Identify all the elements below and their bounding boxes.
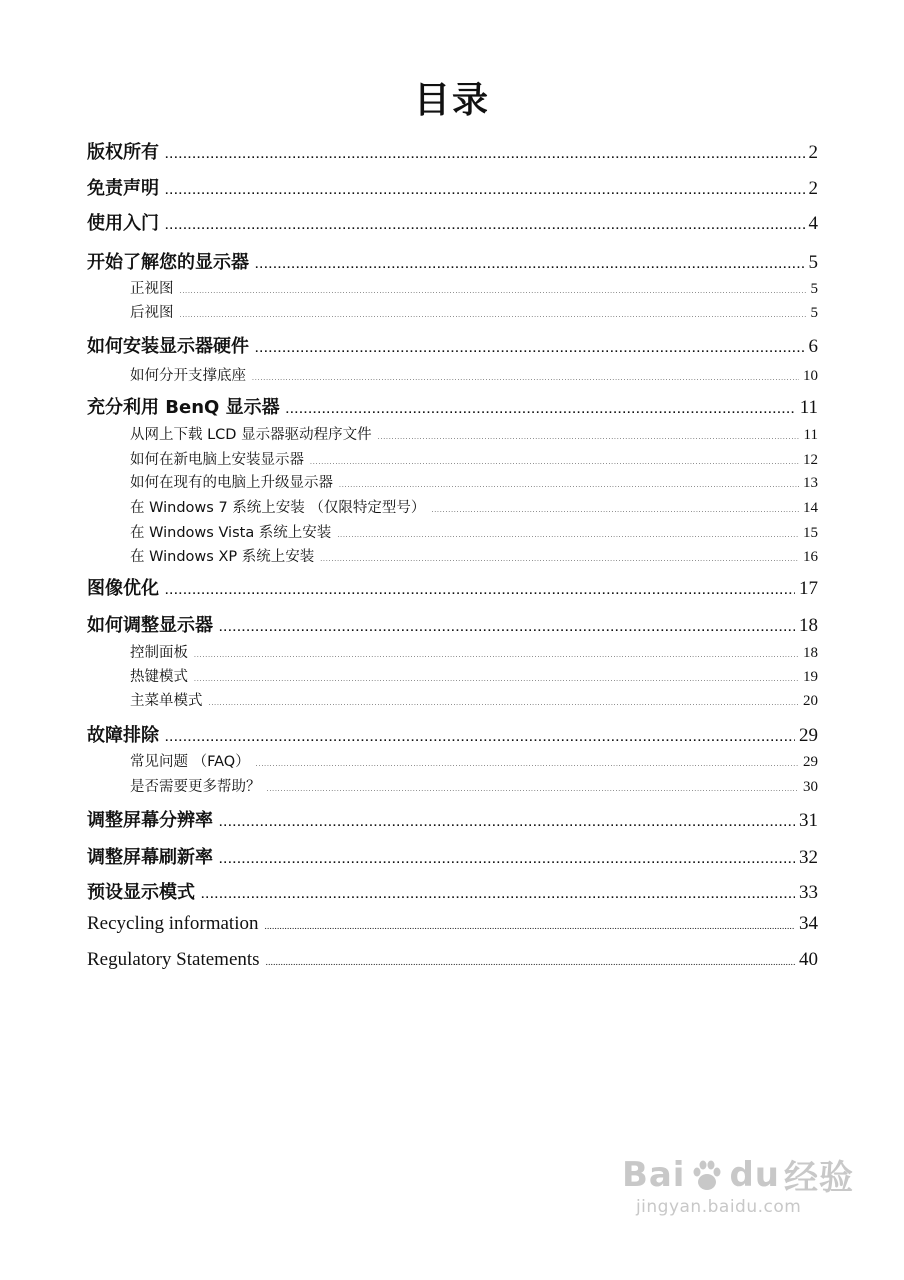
- toc-leader-dots: [266, 957, 795, 967]
- toc-label: 版权所有: [87, 142, 159, 163]
- toc-page-number: 18: [799, 615, 818, 636]
- toc-entry[interactable]: [87, 806, 818, 832]
- watermark-url: jingyan.baidu.com: [635, 1197, 802, 1217]
- toc-leader-dots: [378, 434, 800, 441]
- toc-entry[interactable]: [87, 913, 818, 935]
- watermark-brand-left: Bai: [621, 1154, 686, 1195]
- toc-page-number: 20: [803, 693, 818, 709]
- toc-label: 故障排除: [87, 725, 159, 746]
- toc-leader-dots: [180, 312, 807, 319]
- toc-leader-dots: [201, 891, 795, 901]
- toc-page-number: 18: [803, 645, 818, 661]
- toc-page-number: 30: [803, 779, 818, 795]
- toc-subentry[interactable]: [130, 545, 818, 566]
- toc-entry[interactable]: [87, 393, 818, 419]
- toc-label: 调整屏幕刷新率: [87, 847, 213, 868]
- toc-page-number: 4: [808, 213, 818, 234]
- toc-page-number: 13: [803, 475, 818, 491]
- toc-leader-dots: [431, 507, 799, 514]
- toc-leader-dots: [255, 345, 805, 355]
- toc-subentry[interactable]: [130, 364, 818, 385]
- toc-label: 主菜单模式: [130, 693, 203, 709]
- watermark-brand-cn: 经验: [784, 1158, 854, 1198]
- toc-page-number: 14: [803, 500, 818, 516]
- toc-entry[interactable]: [87, 138, 818, 164]
- toc-page-number: 12: [803, 452, 818, 468]
- toc-label: 是否需要更多帮助？: [130, 779, 261, 795]
- toc-label: 充分利用 BenQ 显示器: [87, 397, 280, 418]
- toc-page-number: 5: [810, 305, 818, 321]
- toc-page-number: 2: [808, 178, 818, 199]
- toc-entry[interactable]: [87, 721, 818, 747]
- toc-entry[interactable]: [87, 949, 818, 971]
- toc-page-number: 29: [803, 754, 818, 770]
- toc-label: 在 Windows XP 系统上安装: [130, 549, 315, 565]
- toc-subentry[interactable]: [130, 689, 818, 710]
- toc-leader-dots: [320, 556, 799, 563]
- toc-leader-dots: [180, 288, 807, 295]
- toc-page-number: 33: [799, 882, 818, 903]
- toc-leader-dots: [219, 856, 795, 866]
- toc-subentry[interactable]: [130, 665, 818, 686]
- baidu-jingyan-watermark: [622, 1150, 854, 1217]
- toc-label: 正视图: [130, 281, 174, 297]
- toc-entry[interactable]: [87, 174, 818, 200]
- toc-page-number: 11: [803, 427, 818, 443]
- toc-leader-dots: [264, 921, 795, 931]
- toc-page-number: 10: [803, 368, 818, 384]
- toc-leader-dots: [252, 375, 799, 382]
- toc-page-number: 34: [799, 913, 818, 934]
- toc-leader-dots: [165, 151, 805, 161]
- toc-leader-dots: [310, 459, 799, 466]
- toc-page-number: 31: [799, 810, 818, 831]
- toc-leader-dots: [194, 652, 799, 659]
- toc-subentry[interactable]: [130, 448, 818, 469]
- toc-label: 如何分开支撑底座: [130, 368, 246, 384]
- toc-subentry[interactable]: [130, 423, 818, 444]
- toc-label: 如何调整显示器: [87, 615, 213, 636]
- toc-leader-dots: [255, 261, 805, 271]
- toc-page-number: 19: [803, 669, 818, 685]
- toc-subentry[interactable]: [130, 750, 818, 771]
- toc-label: 图像优化: [87, 578, 159, 599]
- toc-page-number: 5: [808, 252, 818, 273]
- toc-page-number: 29: [799, 725, 818, 746]
- toc-entry[interactable]: [87, 574, 818, 600]
- toc-label: 如何在新电脑上安装显示器: [130, 452, 304, 468]
- toc-entry[interactable]: [87, 209, 818, 235]
- toc-label: 调整屏幕分辨率: [87, 810, 213, 831]
- toc-subentry[interactable]: [130, 641, 818, 662]
- toc-subentry[interactable]: [130, 496, 818, 517]
- toc-label: 热键模式: [130, 669, 188, 685]
- toc-entry[interactable]: [87, 332, 818, 358]
- toc-leader-dots: [256, 761, 799, 768]
- toc-page-number: 40: [799, 949, 818, 970]
- toc-subentry[interactable]: [130, 471, 818, 492]
- toc-label: 常见问题 （FAQ）: [130, 754, 250, 770]
- toc-leader-dots: [165, 187, 805, 197]
- toc-page-number: 5: [810, 281, 818, 297]
- toc-label: 免责声明: [87, 178, 159, 199]
- watermark-brand-right: du: [729, 1154, 780, 1195]
- toc-page-number: 16: [803, 549, 818, 565]
- watermark-logo: [622, 1150, 854, 1199]
- toc-leader-dots: [267, 786, 800, 793]
- toc-label: 如何在现有的电脑上升级显示器: [130, 475, 333, 491]
- toc-label: 在 Windows 7 系统上安装 （仅限特定型号）: [130, 500, 426, 516]
- toc-label: 从网上下载 LCD 显示器驱动程序文件: [130, 427, 372, 443]
- toc-entry[interactable]: [87, 611, 818, 637]
- toc-label: 控制面板: [130, 645, 188, 661]
- toc-page-number: 17: [799, 578, 818, 599]
- toc-leader-dots: [337, 532, 799, 539]
- toc-page-number: 15: [803, 525, 818, 541]
- toc-subentry[interactable]: [130, 301, 818, 322]
- toc-leader-dots: [165, 734, 795, 744]
- toc-entry[interactable]: [87, 878, 818, 904]
- toc-label: Recycling information: [87, 913, 259, 934]
- toc-leader-dots: [165, 587, 795, 597]
- toc-label: 开始了解您的显示器: [87, 252, 249, 273]
- toc-label: 预设显示模式: [87, 882, 195, 903]
- toc-subentry[interactable]: [130, 521, 818, 542]
- toc-label: 使用入门: [87, 213, 159, 234]
- toc-label: 后视图: [130, 305, 174, 321]
- toc-leader-dots: [194, 676, 799, 683]
- toc-page-number: 6: [808, 336, 818, 357]
- toc-label: 如何安装显示器硬件: [87, 336, 249, 357]
- toc-entry[interactable]: [87, 843, 818, 869]
- baidu-paw-icon: [687, 1155, 727, 1195]
- toc-leader-dots: [209, 700, 800, 707]
- toc-entry[interactable]: [87, 248, 818, 274]
- toc-label: Regulatory Statements: [87, 949, 260, 970]
- toc-page-number: 32: [799, 847, 818, 868]
- toc-leader-dots: [219, 819, 795, 829]
- toc-page-number: 11: [799, 397, 818, 418]
- toc-leader-dots: [165, 222, 805, 232]
- toc-page-number: 2: [808, 142, 818, 163]
- toc-label: 在 Windows Vista 系统上安装: [130, 525, 332, 541]
- toc-leader-dots: [339, 482, 799, 489]
- toc-subentry[interactable]: [130, 775, 818, 796]
- toc-leader-dots: [286, 406, 796, 416]
- toc-leader-dots: [219, 624, 795, 634]
- toc-subentry[interactable]: [130, 277, 818, 298]
- page-title: 目录: [413, 80, 490, 121]
